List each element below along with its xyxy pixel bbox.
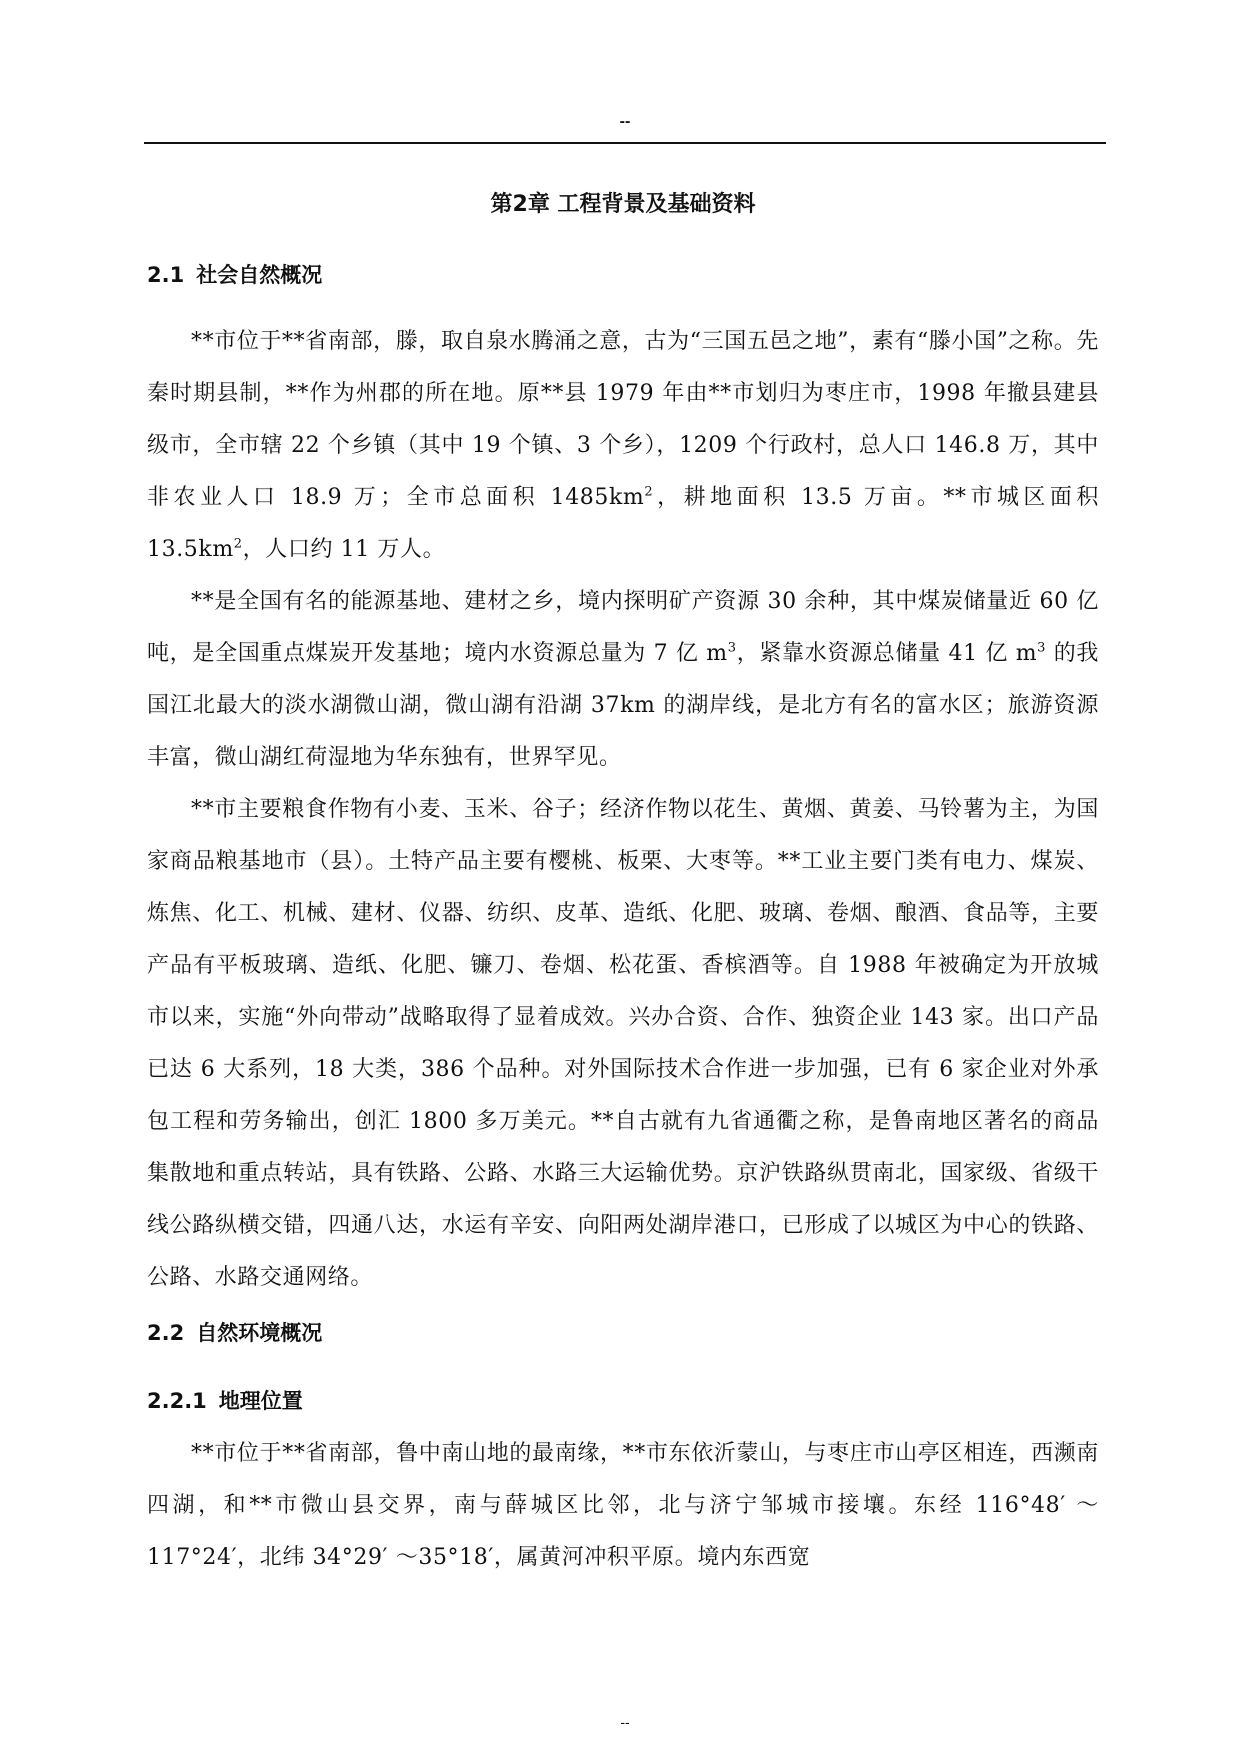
header-rule [144, 142, 1106, 144]
page-header: -- [619, 113, 631, 130]
superscript: 3 [727, 640, 737, 656]
section-title: 地理位置 [218, 1389, 303, 1413]
document-body [147, 190, 1099, 1584]
section-number: 2.1 [147, 263, 185, 287]
section-title: 社会自然概况 [196, 263, 323, 287]
section-heading-2-2 [147, 1318, 1099, 1348]
section-heading-2-1 [147, 260, 1099, 290]
section-heading-2-2-1 [147, 1386, 1099, 1416]
chapter-title: 第2章 工程背景及基础资料 [490, 192, 756, 217]
paragraph-text: 的我国江北最大的淡水湖微山湖，微山湖有沿湖 37km 的湖岸线，是北方有名的富水区；旅游资源丰富，微山湖红荷湿地为华东独有，世界罕见。 [147, 641, 1100, 770]
paragraph-economy: **市主要粮食作物有小麦、玉米、谷子；经济作物以花生、黄烟、黄姜、马铃薯为主，为国家商品粮基地市（县）。土特产品主要有樱桃、板栗、大枣等。**工业主要门类有电力、煤炭、炼焦、化工、机械、建材、仪器、纺织、皮革、造纸、化肥、玻璃、卷烟、酿酒、食品等，主要产品有平板玻璃、造纸、化肥、镰刀、卷烟、松花蛋、香槟酒等。自 1988 年被确定为开放城市以来，实施“外向带动”战略取得了显着成效。兴办合资、合作、独资企业 143 家。出口产品已达 6 大系列，18 大类，386 个品种。对外国际技术合作进一步加强，已有 6 家企业对外承包工程和劳务输出，创汇 1800 多万美元。**自古就有九省通衢之称，是鲁南地区著名的商品集散地和重点转站，具有铁路、公路、水路三大运输优势。京沪铁路纵贯南北，国家级、省级干线公路纵横交错，四通八达，水运有辛安、向阳两处湖岸港口，已形成了以城区为中心的铁路、公路、水路交通网络。 [147, 797, 1099, 1290]
section-title: 自然环境概况 [196, 1321, 323, 1345]
paragraph-text: ，人口约 11 万人。 [242, 537, 446, 562]
paragraph-location: **市位于**省南部，鲁中南山地的最南缘，**市东依沂蒙山，与枣庄市山亭区相连，西濒南四湖，和**市微山县交界，南与薛城区比邻，北与济宁邹城市接壤。东经 116°48′ ～117°24′，北纬 34°29′ ～35°18′，属黄河冲积平原。境内东西宽 [147, 1441, 1099, 1570]
page-footer: -- [620, 1714, 630, 1730]
paragraph-text: ，耕地面积 13.5 万亩。**市城区面积 13.5km [147, 485, 1099, 562]
paragraph-overview [147, 316, 1099, 576]
paragraph-text: **是全国有名的能源基地、建材之乡，境内探明矿产资源 30 余种，其中煤炭储量近 60 亿吨，是全国重点煤炭开发基地；境内水资源总量为 7 亿 m [147, 589, 1099, 666]
superscript: 3 [1037, 640, 1047, 656]
paragraph-text: **市位于**省南部，滕，取自泉水腾涌之意，古为“三国五邑之地”，素有“滕小国”之称。先秦时期县制，**作为州郡的所在地。原**县 1979 年由**市划归为枣庄市，1998 年撤县建县级市，全市辖 22 个乡镇（其中 19 个镇、3 个乡），1209 个行政村，总人口 146.8 万，其中非农业人口 18.9 万；全市总面积 1485km [147, 329, 1099, 510]
paragraph-text: ，紧靠水资源总储量 41 亿 m [736, 641, 1038, 666]
section-number: 2.2.1 [147, 1389, 207, 1413]
superscript: 2 [233, 536, 243, 552]
section-number: 2.2 [147, 1321, 185, 1345]
paragraph-resources [147, 576, 1099, 784]
superscript: 2 [644, 484, 654, 500]
